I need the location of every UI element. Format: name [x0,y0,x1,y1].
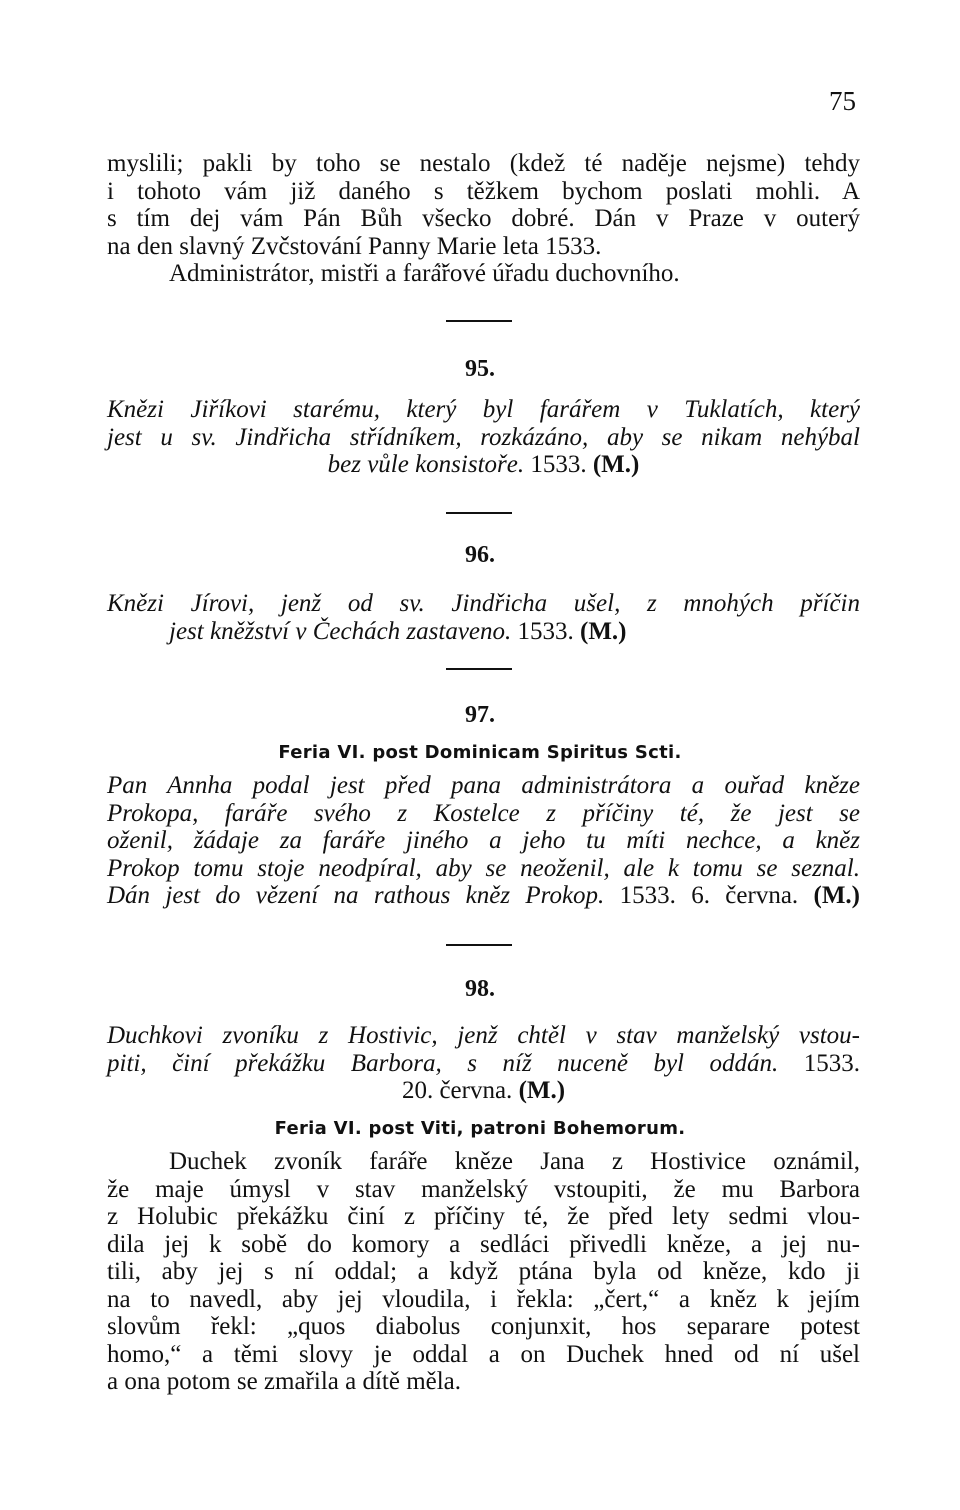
entry-body [107,1148,860,1396]
heading-text: Dán jest do vězení na rathous kněz Prokop. [107,882,605,909]
text-line [107,451,860,479]
text-line [107,1077,860,1105]
entry-heading [107,1022,860,1105]
section-divider [446,668,512,670]
source-mark: (M.) [580,617,627,645]
entry-number: 97. [465,702,495,728]
section-divider [446,320,512,322]
section-divider [446,512,512,514]
entry-number: 98. [465,976,495,1002]
text-line: že maje úmysl v stav manželský vstoupiti, že mu Barbora [107,1175,860,1203]
text-line: homo,“ a těmi slovy je oddal a on Duchek hned od ní ušel [107,1340,860,1368]
text-line: Duchkovi zvoníku z Hostivic, jenž chtěl v stav manželský vstou- [107,1022,860,1049]
feria-heading: Feria VI. post Dominicam Spiritus Scti. [278,742,682,763]
entry-date: 1533. [530,451,587,478]
source-mark: (M.) [592,451,640,478]
text-line: na to navedl, aby jej vloudila, i řekla: „čert,“ a kněz k jejím [107,1285,860,1313]
entry-number: 96. [465,542,495,568]
page-number: 75 [829,86,856,116]
signature-line: Administrátor, mistři a fará̈řové úřadu duchovního. [169,260,680,287]
text-line [107,1050,860,1078]
entry-date-day: 20. června. [401,1077,513,1104]
source-mark: (M.) [813,882,861,909]
text-line: s tím dej vám Pán Bůh všecko dobré. Dán v Praze v outerý [107,205,860,232]
text-line: Prokop tomu stoje neodpíral, aby se neoženil, ale k tomu se seznal. [107,854,860,882]
text-line [107,882,860,910]
entry-date: 1533. 6. června. [619,882,799,909]
text-line: slovům řekl: „quos diabolus conjunxit, hos separare potest [107,1313,860,1340]
text-line: jest u sv. Jindřicha střídníkem, rozkázáno, aby se nikam nehýbal [107,423,860,451]
entry-heading [107,772,860,910]
text-line: na den slavný Zvčstování Panny Marie leta 1533. [107,232,602,260]
text-line: z Holubic překážku činí z příčiny té, že před lety sedmi vlou- [107,1203,860,1230]
text-line: a ona potom se zmařila a dítě měla. [107,1368,462,1395]
text-line: i tohoto vám již daného s těžkem bychom poslati mohli. A [107,177,860,205]
feria-heading: Feria VI. post Viti, patroni Bohemorum. [274,1118,686,1139]
entry-heading [107,590,860,645]
heading-text: piti, činí překážku Barbora, s níž nuceně byl oddán. [107,1049,779,1077]
source-mark: (M.) [518,1077,566,1104]
entry-heading [107,396,860,479]
entry-date: 1533. [803,1049,860,1077]
text-line: Prokopa, faráře svého z Kostelce z příčiny té, že jest se [107,799,860,827]
entry-number: 95. [465,356,495,382]
text-line: Knězi Jírovi, jenž od sv. Jindřicha ušel, z mnohých příčin [107,590,860,617]
text-line: tili, aby jej s ní oddal; a když ptána byla od kněze, kdo ji [107,1258,860,1285]
text-line: dila jej k sobě do komory a sedláci přivedli kněze, a jej nu- [107,1230,860,1258]
text-line: myslili; pakli by toho se nestalo (kdež té naděje nejsme) tehdy [107,150,860,177]
section-divider [446,944,512,946]
intro-paragraph [107,150,860,288]
text-line: Knězi Jiříkovi starému, který byl farářem v Tuklatích, který [107,396,860,423]
text-line: oženil, žádaje za faráře jiného a jeho tu míti nechce, a kněz [107,827,860,854]
heading-text: bez vůle konsistoře. [327,451,525,478]
heading-text: jest kněžství v Čechách zastaveno. [169,617,512,645]
entry-date: 1533. [517,617,574,645]
text-line [107,618,860,646]
text-line: Duchek zvoník faráře kněze Jana z Hostivice oznámil, [169,1148,860,1175]
text-line: Pan Annha podal jest před pana administrátora a ouřad kněze [107,772,860,799]
